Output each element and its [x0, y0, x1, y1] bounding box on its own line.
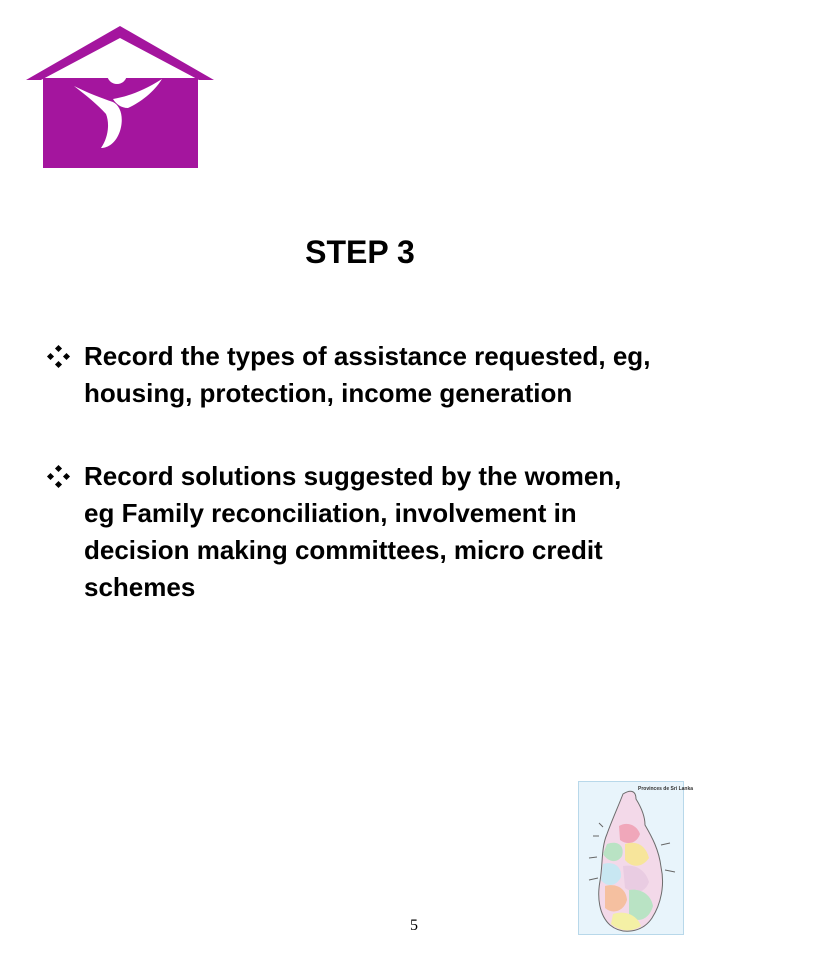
bullet-text-assistance: Record the types of assistance requested, eg, housing, protection, income generation: [84, 341, 651, 408]
diamond-bullet-icon: [48, 338, 84, 375]
house-logo-icon: [26, 26, 214, 168]
diamond-bullet-icon: [48, 458, 84, 495]
bullet-item: [48, 338, 658, 412]
slide-title: STEP 3: [305, 234, 415, 270]
map-title: Provinces de Sri Lanka: [638, 786, 694, 792]
bullet-item: [48, 458, 658, 606]
bullet-list: [48, 338, 658, 652]
page-number: 5: [410, 917, 418, 934]
bullet-text-solutions: Record solutions suggested by the women, eg Family reconciliation, involvement in decision making committees, micro credit schemes: [84, 461, 622, 602]
sri-lanka-map-image: [578, 781, 694, 935]
